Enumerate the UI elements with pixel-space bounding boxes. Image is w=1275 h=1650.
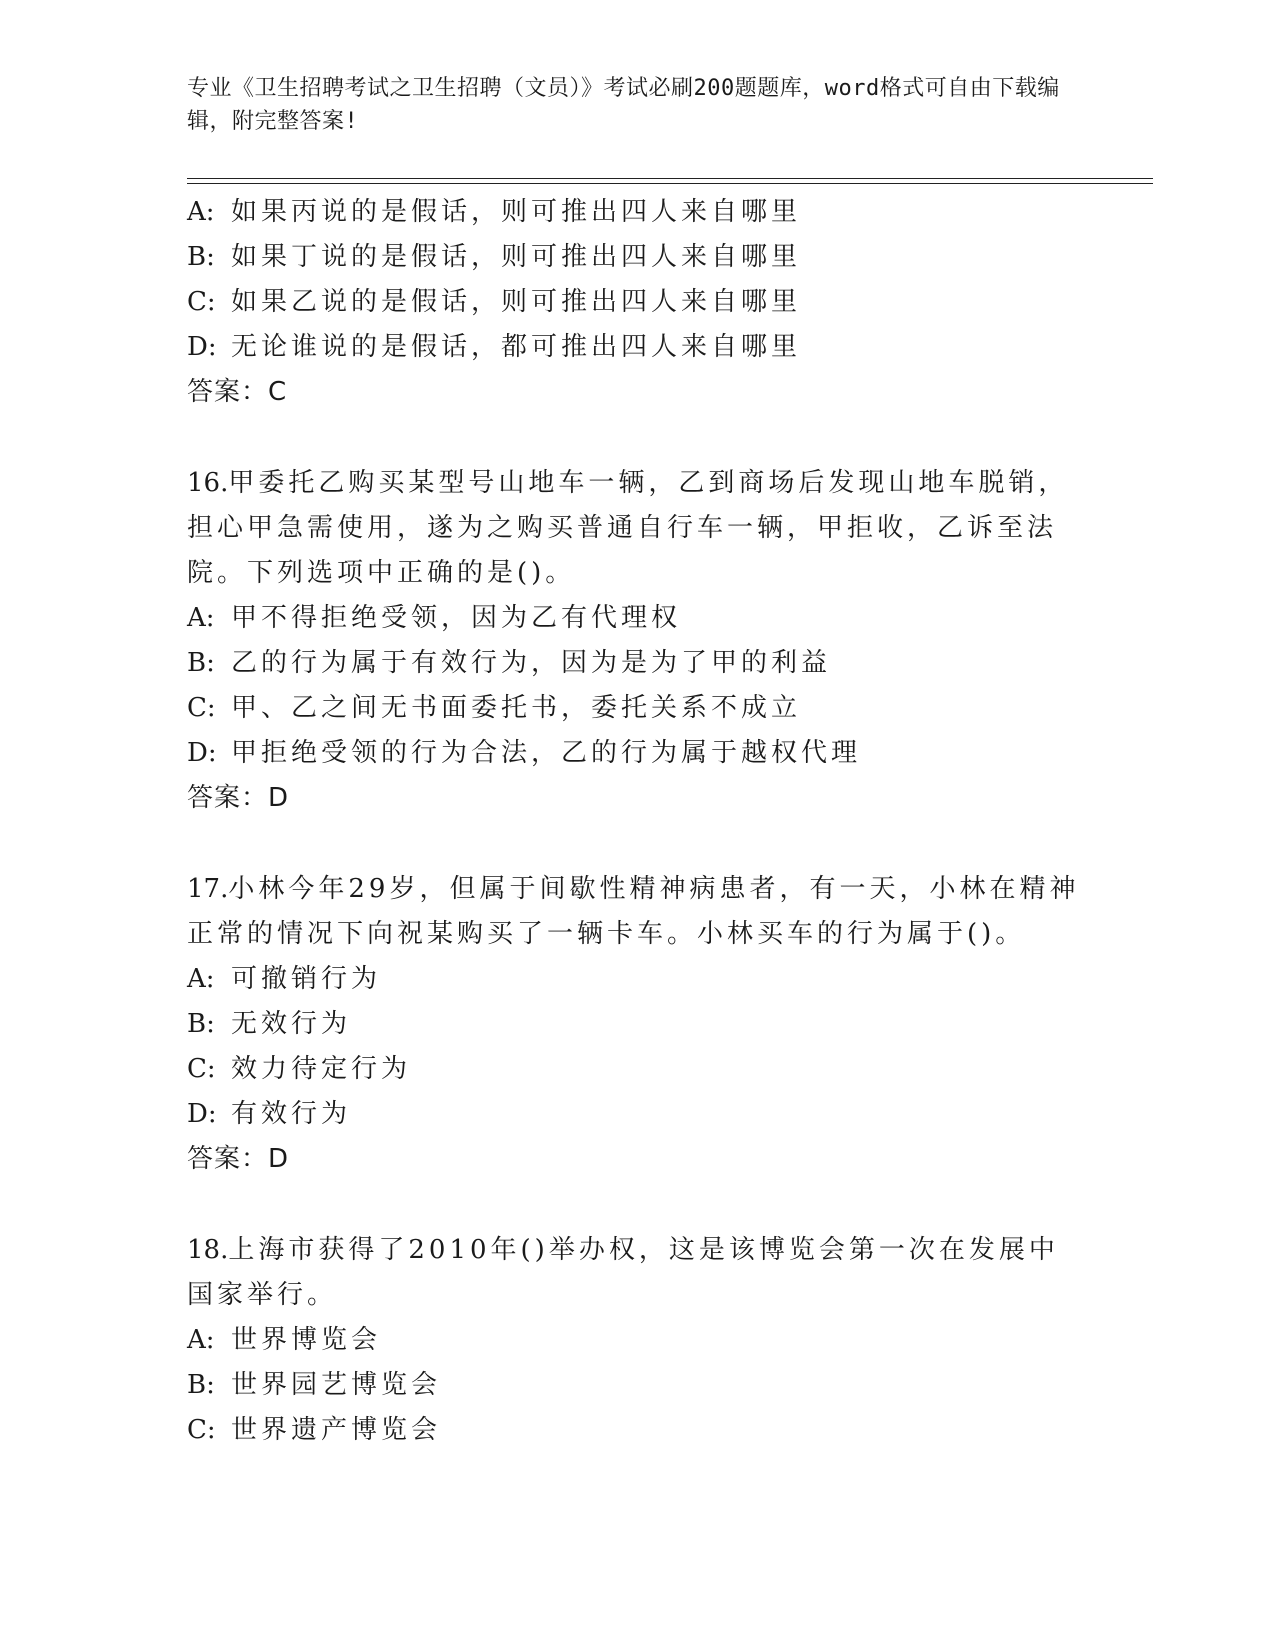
option-c: C: 甲、乙之间无书面委托书，委托关系不成立	[187, 693, 802, 723]
option-d: D: 无论谁说的是假话，都可推出四人来自哪里	[187, 332, 802, 362]
question-16	[187, 461, 1087, 821]
option-b: B: 世界园艺博览会	[187, 1370, 442, 1400]
option-c: C: 如果乙说的是假话，则可推出四人来自哪里	[187, 287, 802, 317]
option-b: B: 乙的行为属于有效行为，因为是为了甲的利益	[187, 648, 832, 678]
option-a: A: 甲不得拒绝受领，因为乙有代理权	[187, 603, 682, 633]
question-stem: 18.上海市获得了2010年()举办权，这是该博览会第一次在发展中国家举行。	[187, 1235, 1059, 1310]
question-stem: 16.甲委托乙购买某型号山地车一辆，乙到商场后发现山地车脱销，担心甲急需使用，遂为之购买普通自行车一辆，甲拒收，乙诉至法院。下列选项中正确的是()。	[187, 468, 1069, 588]
question-18	[187, 1228, 1087, 1453]
option-d: D: 甲拒绝受领的行为合法，乙的行为属于越权代理	[187, 738, 862, 768]
answer-line: 答案：C	[187, 377, 288, 407]
option-b: B: 如果丁说的是假话，则可推出四人来自哪里	[187, 242, 802, 272]
question-content	[187, 190, 1087, 1453]
option-c: C: 世界遗产博览会	[187, 1415, 442, 1445]
question-number: 17.	[187, 874, 229, 904]
question-number: 16.	[187, 468, 229, 498]
question-17	[187, 867, 1087, 1182]
question-15-tail	[187, 190, 1087, 415]
option-a: A: 世界博览会	[187, 1325, 382, 1355]
answer-line: 答案：D	[187, 783, 290, 813]
answer-line: 答案：D	[187, 1144, 290, 1174]
question-stem: 17.小林今年29岁，但属于间歇性精神病患者，有一天，小林在精神正常的情况下向祝某购买了一辆卡车。小林买车的行为属于()。	[187, 874, 1080, 949]
option-b: B: 无效行为	[187, 1009, 352, 1039]
option-d: D: 有效行为	[187, 1099, 352, 1129]
document-header: 专业《卫生招聘考试之卫生招聘（文员）》考试必刷200题题库，word格式可自由下载编辑，附完整答案!	[187, 76, 1060, 134]
option-a: A: 如果丙说的是假话，则可推出四人来自哪里	[187, 197, 802, 227]
question-number: 18.	[187, 1235, 229, 1265]
header-rule-bottom	[187, 183, 1153, 184]
header-rule-top	[187, 178, 1153, 179]
option-c: C: 效力待定行为	[187, 1054, 412, 1084]
option-a: A: 可撤销行为	[187, 964, 382, 994]
